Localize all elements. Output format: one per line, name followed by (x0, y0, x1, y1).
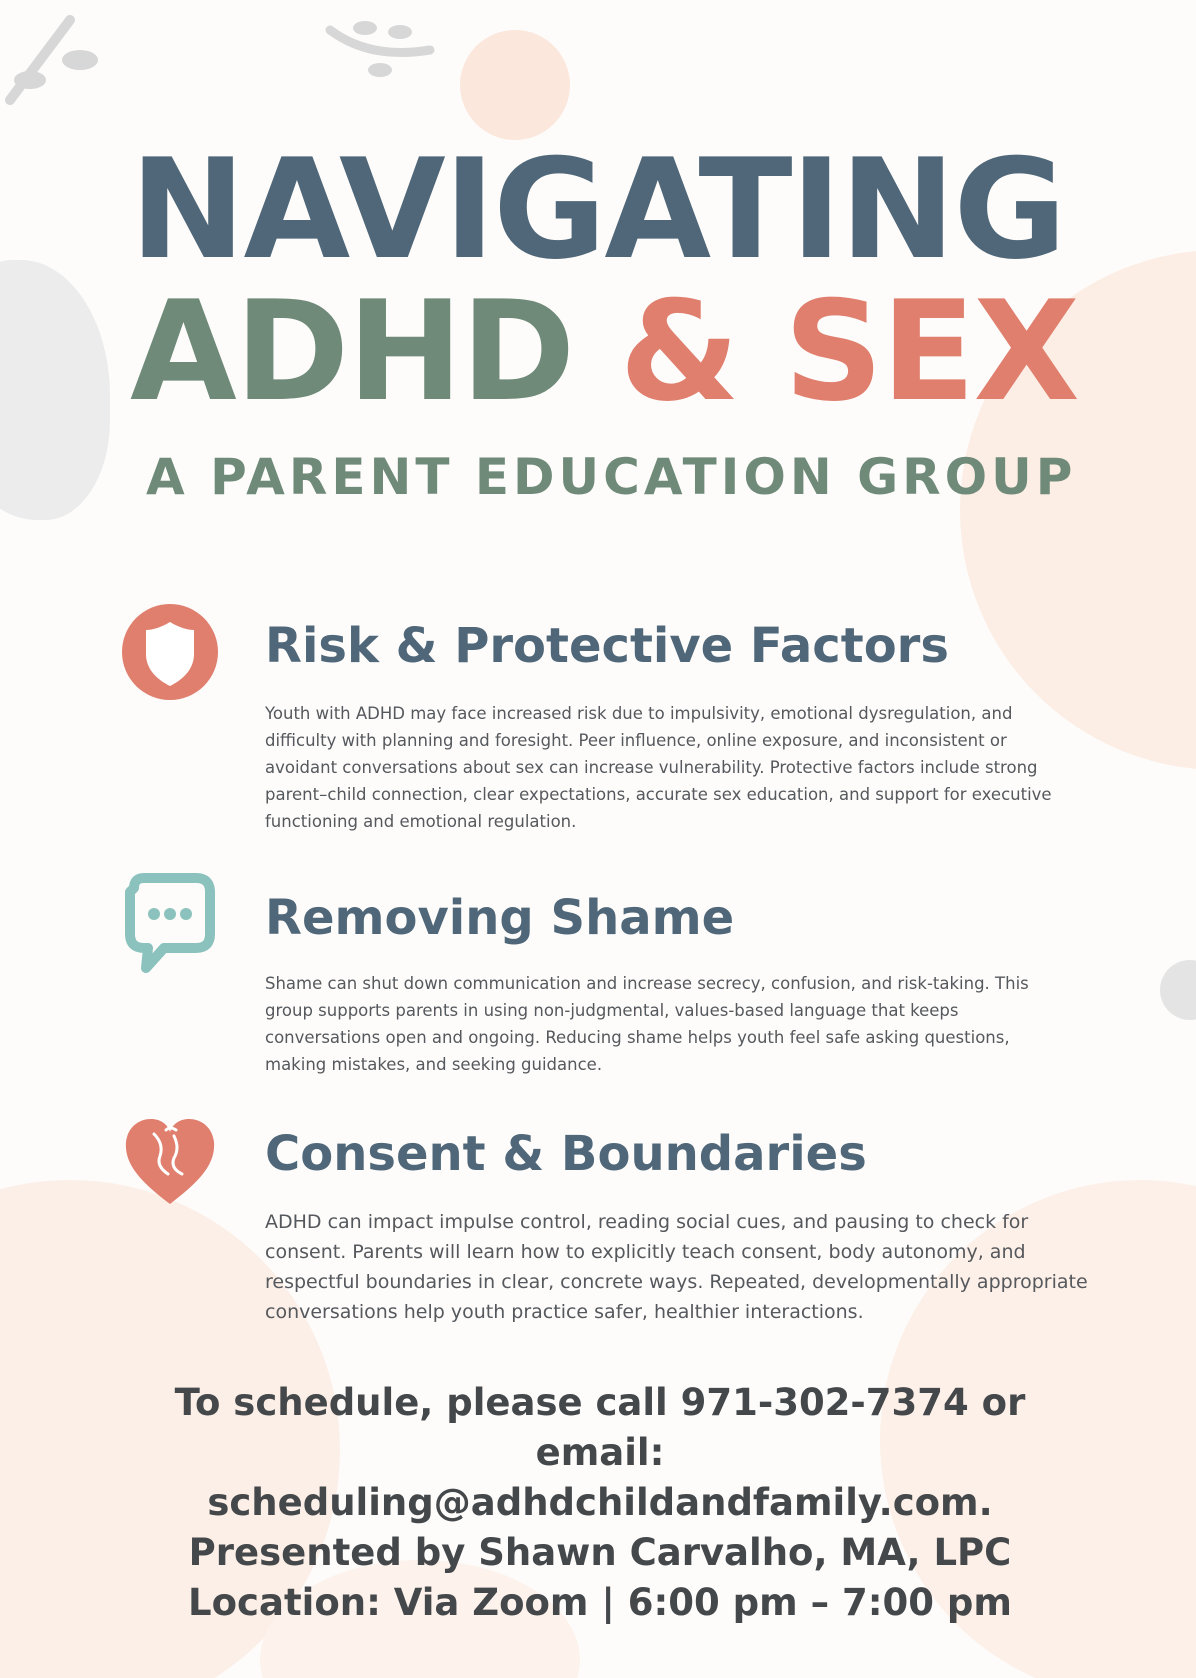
section-body-consent: ADHD can impact impulse control, reading social cues, and pausing to check for consent. Parents will learn how to explicitly teach consent, body autonomy, and respectful boundaries in clear, concrete ways. Repeated, developmentally appropriate conversations help youth practice safer, healthier interactions. (265, 1211, 1088, 1323)
section-body-shame: Shame can shut down communication and increase secrecy, confusion, and risk-taking. This group supports parents in using non-judgmental, values-based language that keeps conversations open and ongoing. Reducing shame helps youth feel safe asking questions, making mistakes, and seeking guidance. (265, 974, 1029, 1074)
title-adhd: ADHD (130, 271, 574, 432)
subtitle: A PARENT EDUCATION GROUP (146, 448, 1077, 506)
contact-email-label: email: (535, 1431, 665, 1474)
location-time: Location: Via Zoom | 6:00 pm – 7:00 pm (188, 1581, 1012, 1624)
title-line-2 (130, 271, 1080, 432)
section-heading-shame: Removing Shame (265, 890, 735, 946)
shield-icon (114, 596, 226, 708)
contact-block (150, 1378, 1050, 1628)
speech-bubble-icon (114, 868, 226, 980)
contact-email[interactable]: scheduling@adhdchildandfamily.com. (207, 1481, 993, 1524)
section-heading-risk: Risk & Protective Factors (265, 618, 949, 674)
section-heading-consent: Consent & Boundaries (265, 1126, 867, 1182)
title-sex: & SEX (619, 271, 1078, 432)
heart-icon (114, 1104, 226, 1216)
title-line-1: NAVIGATING (130, 129, 1065, 290)
contact-schedule-phone: To schedule, please call 971-302-7374 or (174, 1381, 1026, 1424)
presenter: Presented by Shawn Carvalho, MA, LPC (188, 1531, 1012, 1574)
section-body-risk: Youth with ADHD may face increased risk due to impulsivity, emotional dysregulation, and difficulty with planning and foresight. Peer influence, online exposure, and inconsistent or avoidant conversations about sex can increase vulnerability. Protective factors include strong parent–child connection, clear expectations, accurate sex education, and support for executive functioning and emotional regulation. (265, 704, 1052, 831)
